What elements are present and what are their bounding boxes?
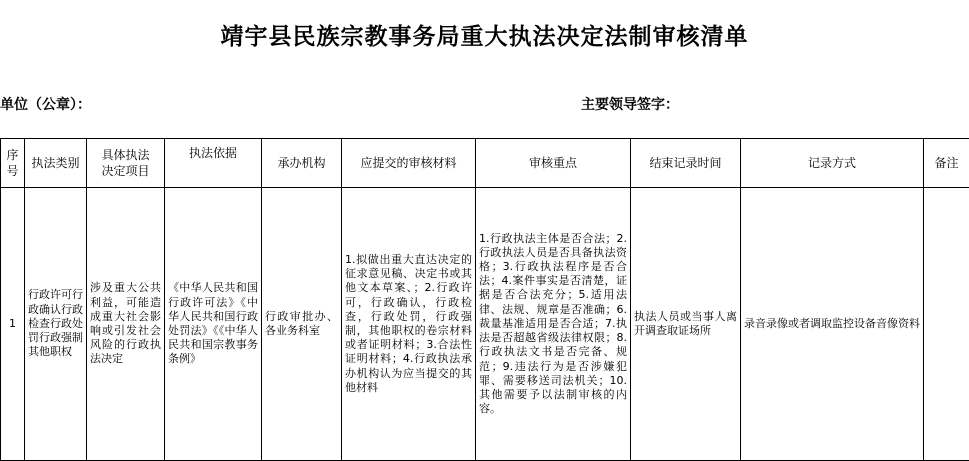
review-table xyxy=(0,138,969,461)
header-category: 执法类别 xyxy=(25,139,87,188)
cell-category: 行政许可行政确认行政检查行政处罚行政强制其他职权 xyxy=(25,188,87,461)
header-item: 具体执法 决定项目 xyxy=(87,139,165,188)
cell-focus: 1.行政执法主体是否合法；2.行政执法人员是否具备执法资格；3.行政执法程序是否合法；4.案件事实是否清楚，证据是否合法充分；5.适用法律、法规、规章是否准确；6.裁量基准适用是否合适；7.执法是否超越省级法律权限；8.行政执法文书是否完备、规范；9.违法行为是否涉嫌犯罪、需要移送司法机关；10.其他需要予以法制审核的内容。 xyxy=(476,188,631,461)
cell-record-method: 录音录像或者调取监控设备音像资料 xyxy=(741,188,924,461)
header-remark: 备注 xyxy=(924,139,969,188)
cell-basis: 《中华人民共和国行政许可法》《中华人民共和国行政处罚法》《《中华人民共和国宗教事务条例》 xyxy=(165,188,262,461)
header-materials: 应提交的审核材料 xyxy=(342,139,476,188)
table-row xyxy=(1,188,969,461)
table-header-row xyxy=(1,139,969,188)
cell-materials: 1.拟做出重大直达决定的征求意见稿、决定书或其他文本草案、；2.行政许可，行政确认，行政检查，行政处罚，行政强制，其他职权的卷宗材料或者证明材料；3.合法性证明材料；4.行政执法承办机构认为应当提交的其他材料 xyxy=(342,188,476,461)
header-record-method: 记录方式 xyxy=(741,139,924,188)
cell-remark xyxy=(924,188,969,461)
header-focus: 审核重点 xyxy=(476,139,631,188)
header-basis: 执法依据 xyxy=(165,139,262,188)
header-end-time: 结束记录时间 xyxy=(631,139,741,188)
header-agency: 承办机构 xyxy=(262,139,342,188)
cell-agency: 行政审批办、各业务科室 xyxy=(262,188,342,461)
cell-seq: 1 xyxy=(1,188,25,461)
unit-seal-label: 单位（公章）： xyxy=(0,94,91,114)
cell-end-time: 执法人员或当事人离开调查取证场所 xyxy=(631,188,741,461)
cell-item: 涉及重大公共利益，可能造成重大社会影响或引发社会风险的行政执法决定 xyxy=(87,188,165,461)
leader-signature-label: 主要领导签字： xyxy=(581,94,679,114)
header-seq: 序 号 xyxy=(1,139,25,188)
document-title: 靖宇县民族宗教事务局重大执法决定法制审核清单 xyxy=(0,18,969,51)
